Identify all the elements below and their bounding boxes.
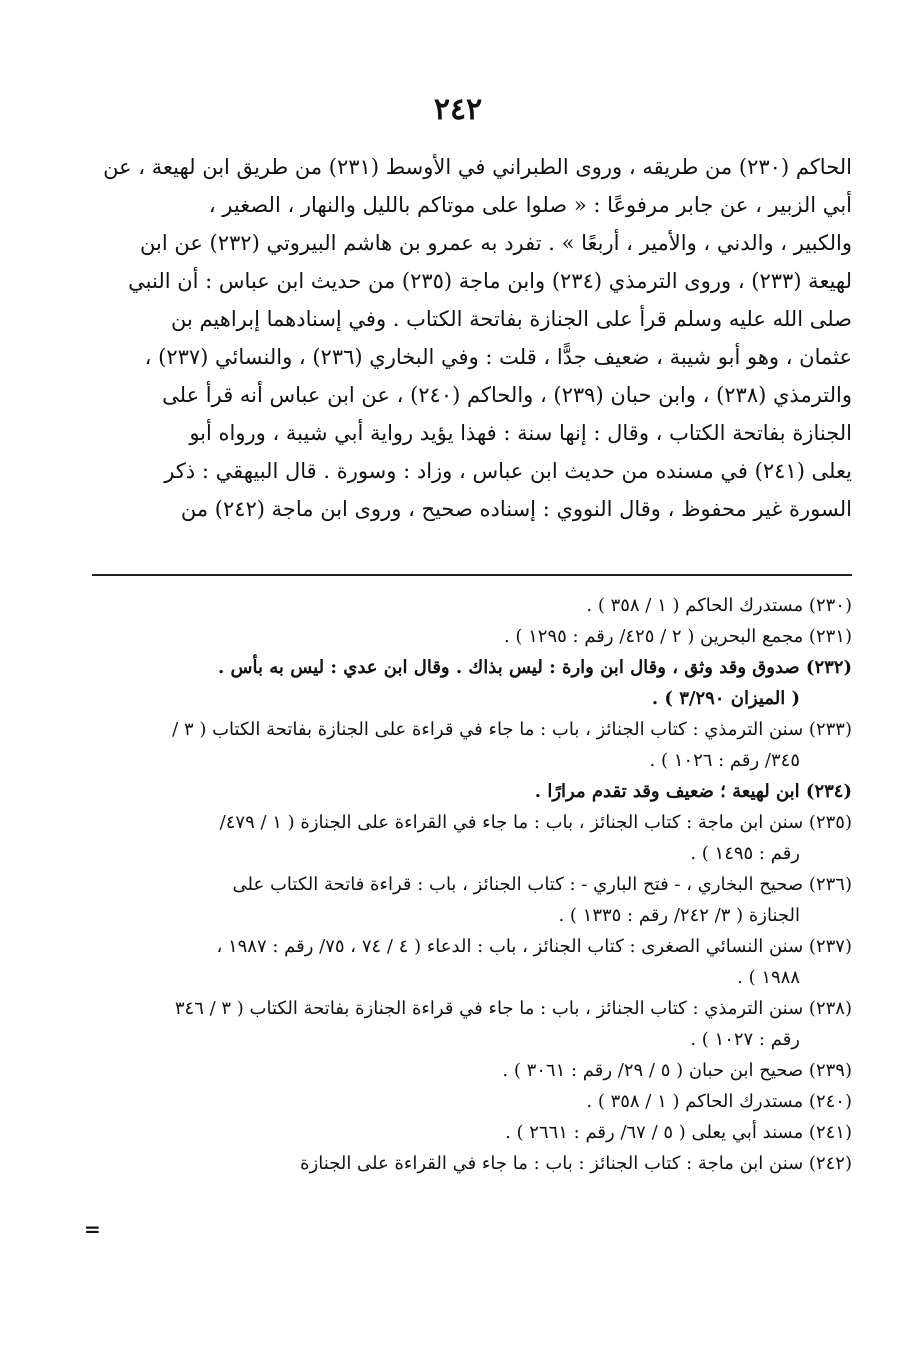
footnote-line: رقم : ١٠٢٧ ) .	[690, 1029, 800, 1050]
footnote-line: (٢٤٠) مستدرك الحاكم ( ١ / ٣٥٨ ) .	[586, 1091, 852, 1112]
footnote-line: رقم : ١٤٩٥ ) .	[690, 843, 800, 864]
body-line: أبي الزبير ، عن جابر مرفوعًا : « صلوا على موتاكم بالليل والنهار ، الصغير ،	[208, 193, 852, 217]
body-line: صلى الله عليه وسلم قرأ على الجنازة بفاتحة الكتاب . وفي إسنادهما إبراهيم بن	[170, 307, 852, 331]
footnote-line: (٢٤١) مسند أبي يعلى ( ٥ / ٦٧/ رقم : ٢٦٦١ ) .	[505, 1122, 852, 1143]
main-text	[72, 148, 852, 528]
body-line: الحاكم (٢٣٠) من طريقه ، وروى الطبراني في الأوسط (٢٣١) من طريق ابن لهيعة ، عن	[103, 155, 852, 179]
footnote-line: (٢٣٩) صحيح ابن حبان ( ٥ / ٢٩/ رقم : ٣٠٦١ ) .	[502, 1060, 852, 1081]
footnote-separator	[92, 574, 852, 576]
footnote-line: (٢٣٠) مستدرك الحاكم ( ١ / ٣٥٨ ) .	[586, 595, 852, 616]
page-number: ٢٤٢	[433, 92, 483, 127]
footnote-line: ١٩٨٨ ) .	[737, 967, 800, 988]
body-line: والكبير ، والدني ، والأمير ، أربعًا » . تفرد به عمرو بن هاشم البيروتي (٢٣٢) عن ابن	[140, 231, 852, 255]
footnote-line: (٢٣٨) سنن الترمذي : كتاب الجنائز ، باب : ما جاء في قراءة الجنازة بفاتحة الكتاب ( ٣ / ٣٤٦	[174, 998, 852, 1019]
body-line: الجنازة بفاتحة الكتاب ، وقال : إنها سنة : فهذا يؤيد رواية أبي شيبة ، ورواه أبو	[189, 421, 852, 445]
footnote-line: ٣٤٥/ رقم : ١٠٢٦ ) .	[649, 750, 800, 771]
footnote-line: (٢٣٣) سنن الترمذي : كتاب الجنائز ، باب : ما جاء في قراءة على الجنازة بفاتحة الكتاب ( ٣ /	[172, 719, 852, 740]
footnote-line: (٢٣٢) صدوق وقد وثق ، وقال ابن وارة : ليس بذاك . وقال ابن عدي : ليس به بأس .	[218, 657, 852, 678]
footnote-line: ( الميزان ٣/٢٩٠ ) .	[651, 688, 800, 709]
footnote-line: (٢٣٤) ابن لهيعة ؛ ضعيف وقد تقدم مرارًا .	[534, 781, 852, 802]
body-line: عثمان ، وهو أبو شيبة ، ضعيف جدًّا ، قلت : وفي البخاري (٢٣٦) ، والنسائي (٢٣٧) ،	[144, 345, 852, 369]
footnote-line: (٢٣٥) سنن ابن ماجة : كتاب الجنائز ، باب : ما جاء في القراءة على الجنازة ( ١ / ٤٧٩/	[219, 812, 852, 833]
footnote-line: (٢٤٢) سنن ابن ماجة : كتاب الجنائز : باب : ما جاء في القراءة على الجنازة	[300, 1153, 852, 1174]
body-line: السورة غير محفوظ ، وقال النووي : إسناده صحيح ، وروى ابن ماجة (٢٤٢) من	[180, 497, 852, 521]
footnote-line: (٢٣١) مجمع البحرين ( ٢ / ٤٢٥/ رقم : ١٢٩٥ ) .	[503, 626, 852, 647]
footnote-line: (٢٣٧) سنن النسائي الصغرى : كتاب الجنائز ، باب : الدعاء ( ٤ / ٧٤ ، ٧٥/ رقم : ١٩٨٧ ،	[216, 936, 852, 957]
body-line: يعلى (٢٤١) في مسنده من حديث ابن عباس ، وزاد : وسورة . قال البيهقي : ذكر	[164, 459, 852, 483]
footnotes	[72, 590, 852, 1179]
footnote-line: الجنازة ( ٣/ ٢٤٢/ رقم : ١٣٣٥ ) .	[558, 905, 800, 926]
continuation-mark: =	[84, 1217, 101, 1241]
body-line: لهيعة (٢٣٣) ، وروى الترمذي (٢٣٤) وابن ماجة (٢٣٥) من حديث ابن عباس : أن النبي	[128, 269, 852, 293]
footnote-line: (٢٣٦) صحيح البخاري ، - فتح الباري - : كتاب الجنائز ، باب : قراءة فاتحة الكتاب على	[232, 874, 852, 895]
body-line: والترمذي (٢٣٨) ، وابن حبان (٢٣٩) ، والحاكم (٢٤٠) ، عن ابن عباس أنه قرأ على	[162, 383, 852, 407]
